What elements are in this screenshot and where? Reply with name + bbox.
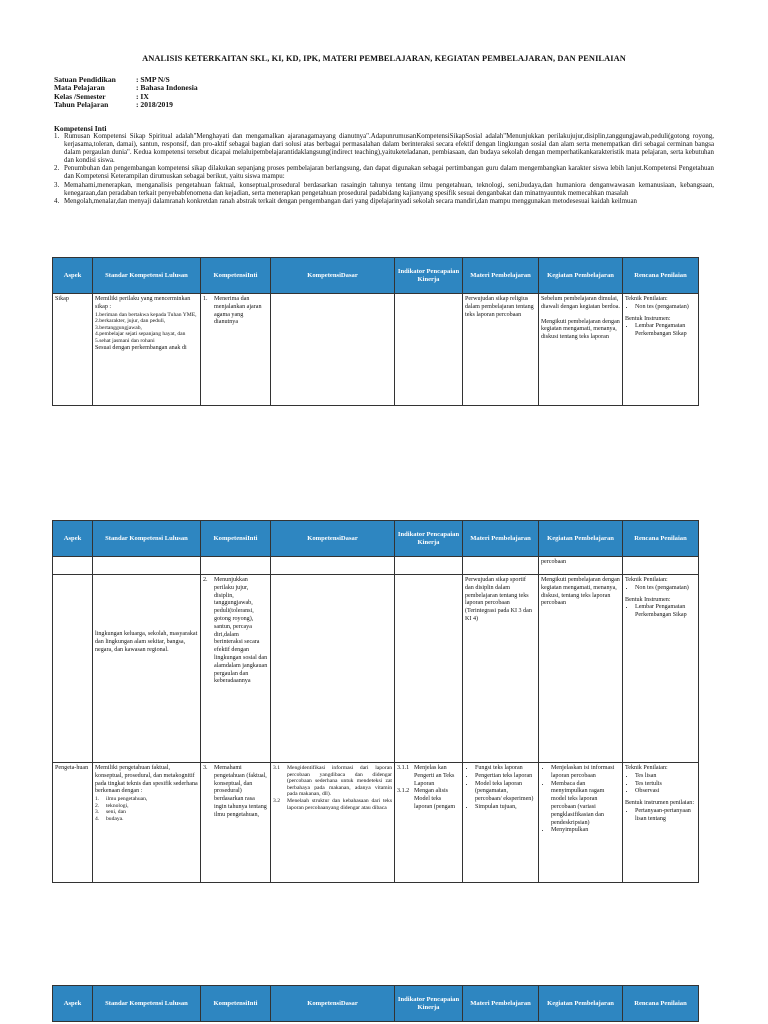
table-header-row bbox=[53, 521, 699, 557]
kegiatan-item: • Menyimpulkan bbox=[551, 827, 620, 835]
kegiatan-text: Mengikuti pembelajaran dengan kegiatan mengamati, menanya, diskusi tentang teks laporan bbox=[541, 318, 620, 341]
materi-cell: Perwujudan sikap religius dalam pembelajaran tentang teks laporan percobaan bbox=[463, 294, 539, 406]
kegiatan-cell: percobaan bbox=[539, 557, 623, 575]
ipk-number: 3.1.2 bbox=[397, 788, 410, 795]
skl-item: seni, dan bbox=[106, 809, 126, 816]
skl-cell bbox=[93, 575, 201, 763]
kegiatan-cell bbox=[539, 294, 623, 406]
empty-cell bbox=[623, 557, 699, 575]
ki-heading: Kompetensi Inti bbox=[54, 124, 107, 133]
col-header: Rencana Penilaian bbox=[623, 521, 699, 557]
col-header: KompetensiInti bbox=[201, 521, 271, 557]
col-header: Standar Kompetensi Lulusan bbox=[93, 258, 201, 294]
meta-value: : SMP N/S bbox=[136, 75, 170, 84]
skl-number: 1. bbox=[95, 796, 100, 803]
empty-cell bbox=[201, 557, 271, 575]
col-header: Materi Pembelajaran bbox=[463, 258, 539, 294]
materi-item: • Fungsi teks laporan bbox=[475, 765, 536, 773]
ki-item bbox=[54, 198, 714, 206]
col-header: Rencana Penilaian bbox=[623, 986, 699, 1022]
penilaian-item: • Pertanyaan-pertanyaan lisan tentang bbox=[635, 808, 696, 824]
ki-text: Memahami,menerapkan, menganalisis pengetahuan faktual, konseptual,prosedural berdasarkan rasaingin tahunya tentang ilmu pengetahuan, teknologi, seni,budaya,dan humaniora denganwawasan kemanusiaan, kebangsaan, kenegaraan,dan peradaban terkait penyebabfenomena dan kejadian, serta menerapkan pengetahuan prosedural padabidang kajianyang spesifik sesuai denganbakat dan minatnyauntuk memecahkan masalah bbox=[64, 181, 714, 197]
ki-text: Mengolah,menalar,dan menyaji dalamranah konkretdan ranah abstrak terkait dengan pengembangan dari yang dipelajarinyadi sekolah secara mandiri,dan mampu menggunakan metodesesuai kaidah keilmuan bbox=[64, 197, 637, 205]
skl-item: budaya. bbox=[106, 815, 124, 822]
ki-cell bbox=[201, 294, 271, 406]
meta-label: Tahun Pelajaran bbox=[54, 100, 109, 110]
skl-number: 3. bbox=[95, 809, 100, 816]
skl-item: 2.berkarakter, jujur, dan peduli, bbox=[95, 318, 166, 325]
materi-cell: Perwujudan sikap sportif dan disiplin dalam pembelajaran tentang teks laporan percobaan (Terintegrasi pada KI 3 dan KI 4) bbox=[463, 575, 539, 763]
skl-item: 5.sehat jasmani dan rohani bbox=[95, 337, 155, 344]
table-header-row bbox=[53, 258, 699, 294]
col-header: Aspek bbox=[53, 258, 93, 294]
empty-cell bbox=[93, 557, 201, 575]
ki-text: Menunjukkan perilaku jujur, disiplin, tanggungjawab, peduli(toleransi, gotong royong), santun, percaya diri,dalam berinteraksi secara efektif dengan lingkungan sosial dan alamdalam jangkauan pergaulan dan keberadaannya bbox=[214, 577, 268, 685]
table-header-row bbox=[53, 986, 699, 1022]
ipk-cell bbox=[395, 294, 463, 406]
ki-cell bbox=[201, 763, 271, 883]
skl-intro: Memiliki pengetahuan faktual, konseptual, prosedural, dan metakognitif pada tingkat teknis dan spesifik sederhana berkenaan dengan : bbox=[95, 765, 198, 795]
table-row bbox=[53, 557, 699, 575]
table-row bbox=[53, 763, 699, 883]
ki-text: Rumusan Kompetensi Sikap Spiritual adalah"Menghayati dan mengamalkan ajaranagamayang dianutnya".AdapunrumusanKompetensiSikapSosial adalah"Menunjukkan perilakujujur,disiplin,tanggungjawab,peduli(gotong royong, kerjasama,toleran, damai), santun, responsif, dan pro-aktif sebagai bagian dari solusi atas berbagai permasalahan dalam berinteraksi secara efektif dengan lingkungan sosial dan alam serta menempatkan diri sebagai cerminan bangsa dalam pergaulan dunia". Kedua kompetensi tersebut dicapai melaluipembelajarantidaklangsung(indirect teaching),yaituketeladanan, pembiasaan, dan budaya sekolah dengan memperhatikankarakteristik mata pelajaran, serta kebutuhan dan kondisi siswa. bbox=[64, 133, 714, 165]
ki-number: 3. bbox=[54, 181, 60, 189]
ipk-text: Menjelas kan Pengerti an Teks Laporan bbox=[414, 765, 455, 787]
penilaian-item: • Non tes (pengamatan) bbox=[635, 304, 696, 312]
identity-block bbox=[54, 76, 198, 110]
ki-item bbox=[54, 133, 714, 165]
table-row bbox=[53, 575, 699, 763]
col-header: Standar Kompetensi Lulusan bbox=[93, 521, 201, 557]
ki-text: Penumbuhan dan pengembangan kompetensi sikap dilakukan sepanjang proses pembelajaran berlangsung, dan dapat digunakan sebagai pertimbangan guru dalam mengembangkan karakter siswa lebih lanjut.Kompetensi Pengetahuan dan Kompetensi Keterampilan dirumuskan sebagai berikut, yaitu siswa mampu: bbox=[64, 165, 714, 181]
penilaian-cell bbox=[623, 763, 699, 883]
analysis-table-3 bbox=[52, 985, 699, 1022]
kegiatan-cell: Mengikuti pembelajaran dengan kegiatan mengamati, menanya, diskusi, tentang teks laporan percobaan bbox=[539, 575, 623, 763]
ki-number: 4. bbox=[54, 197, 60, 205]
penilaian-item: • Tes tertulis bbox=[635, 781, 696, 789]
meta-value: : 2018/2019 bbox=[136, 100, 173, 110]
meta-label: Satuan Pendidikan bbox=[54, 75, 116, 84]
kegiatan-item: • Menjelaskan isi informasi laporan percobaan bbox=[551, 765, 620, 781]
skl-item: ilmu pengetahuan, bbox=[106, 796, 148, 803]
penilaian-item: • Lembar Pengamatan Perkembangan Sikap bbox=[635, 604, 696, 620]
analysis-table-2 bbox=[52, 520, 699, 883]
col-header: Standar Kompetensi Lulusan bbox=[93, 986, 201, 1022]
skl-item: teknologi, bbox=[106, 802, 129, 809]
penilaian-item: • Lembar Pengamatan Perkembangan Sikap bbox=[635, 323, 696, 339]
ipk-text: Mengan alisis Model teks laporan (pengam bbox=[414, 788, 456, 810]
aspek-cell: Pengeta-huan bbox=[53, 763, 93, 883]
skl-item: 1.beriman dan bertakwa kepada Tuhan YME, bbox=[95, 311, 197, 318]
meta-value: : Bahasa Indonesia bbox=[136, 83, 198, 93]
ipk-cell bbox=[395, 763, 463, 883]
ki-number: 2. bbox=[203, 577, 208, 583]
table-row bbox=[53, 294, 699, 406]
ki-cell bbox=[201, 575, 271, 763]
skl-number: 4. bbox=[95, 815, 100, 822]
ki-list bbox=[54, 133, 714, 206]
col-header: Rencana Penilaian bbox=[623, 258, 699, 294]
skl-tail: Sesuai dengan perkembangan anak di bbox=[95, 344, 187, 351]
kegiatan-item: • Membaca dan menyimpulkan ragam model teks laporan percobaan (variasi pengklasifikasian dan pendeskripsian) bbox=[551, 781, 620, 828]
skl-item: 4.pembelajar sejati sepanjang hayat, dan bbox=[95, 331, 186, 338]
materi-item: • Model teks laporan (pengamatan, percobaan/ eksperimen) bbox=[475, 781, 536, 804]
col-header: KompetensiDasar bbox=[271, 521, 395, 557]
skl-item: 3.bertanggungjawab, bbox=[95, 324, 142, 331]
empty-cell bbox=[271, 557, 395, 575]
meta-value: : IX bbox=[136, 91, 149, 101]
analysis-table-1 bbox=[52, 257, 699, 406]
ki-number: 2. bbox=[54, 165, 60, 173]
skl-cell bbox=[93, 294, 201, 406]
col-header: Materi Pembelajaran bbox=[463, 521, 539, 557]
kd-cell bbox=[271, 294, 395, 406]
kd-number: 3.2 bbox=[273, 797, 280, 804]
col-header: Aspek bbox=[53, 986, 93, 1022]
skl-intro: Memiliki perilaku yang mencerminkan sikap : bbox=[95, 296, 191, 310]
penilaian-cell bbox=[623, 575, 699, 763]
col-header: Materi Pembelajaran bbox=[463, 986, 539, 1022]
ki-number: 3. bbox=[203, 765, 208, 771]
penilaian-heading: Teknik Penilaian: bbox=[625, 765, 668, 771]
skl-text: lingkungan keluarga, sekolah, masyarakat dan lingkungan alam sekitar, bangsa, negara, dan kawasan regional. bbox=[95, 631, 198, 653]
penilaian-heading: Bentuk instrumen penilaian: bbox=[625, 800, 695, 807]
meta-label: Mata Pelajaran bbox=[54, 83, 105, 93]
penilaian-heading: Teknik Penilaian: bbox=[625, 296, 668, 302]
ki-number: 1. bbox=[203, 296, 208, 302]
materi-item: • Pengertian teks laporan bbox=[475, 773, 536, 781]
col-header: KompetensiInti bbox=[201, 986, 271, 1022]
empty-cell bbox=[395, 557, 463, 575]
ki-text: Memahami pengetahuan (faktual, konseptual, dan prosedural) berdasarkan rasa ingin tahunya tentang ilmu pengetahuan, bbox=[214, 765, 267, 818]
aspek-cell: Sikap bbox=[53, 294, 93, 406]
empty-cell bbox=[463, 557, 539, 575]
kd-number: 3.1 bbox=[273, 765, 280, 771]
skl-cell bbox=[93, 763, 201, 883]
col-header: Aspek bbox=[53, 521, 93, 557]
col-header: Kegiatan Pembelajaran bbox=[539, 258, 623, 294]
kegiatan-text: Sebelum pembelajaran dimulai, diawali dengan kegiatan berdoa. bbox=[541, 296, 620, 310]
skl-number: 2. bbox=[95, 802, 100, 809]
penilaian-item: • Non tes (pengamatan) bbox=[635, 585, 696, 593]
col-header: KompetensiDasar bbox=[271, 258, 395, 294]
penilaian-cell bbox=[623, 294, 699, 406]
empty-cell bbox=[53, 557, 93, 575]
ki-text: Menerima dan menjalankan ajaran agama yang dianutnya bbox=[214, 296, 262, 326]
ki-number: 1. bbox=[54, 133, 60, 140]
ipk-number: 3.1.1 bbox=[397, 765, 410, 771]
ki-item bbox=[54, 165, 714, 181]
col-header: Indikator Pencapaian Kinerja bbox=[395, 258, 463, 294]
ki-item bbox=[54, 182, 714, 198]
col-header: KompetensiDasar bbox=[271, 986, 395, 1022]
col-header: Kegiatan Pembelajaran bbox=[539, 521, 623, 557]
materi-item: • Simpulan tujuan, bbox=[475, 804, 536, 812]
kd-cell bbox=[271, 575, 395, 763]
col-header: KompetensiInti bbox=[201, 258, 271, 294]
empty-cell bbox=[53, 575, 93, 763]
kd-cell bbox=[271, 763, 395, 883]
ipk-cell bbox=[395, 575, 463, 763]
penilaian-heading: Bentuk Instrumen: bbox=[625, 596, 671, 603]
penilaian-heading: Teknik Penilaian: bbox=[625, 577, 668, 583]
document-title: ANALISIS KETERKAITAN SKL, KI, KD, IPK, MATERI PEMBELAJARAN, KEGIATAN PEMBELAJARAN, DAN PENILAIAN bbox=[142, 54, 626, 63]
kegiatan-cell bbox=[539, 763, 623, 883]
meta-label: Kelas /Semester bbox=[54, 91, 106, 101]
penilaian-item: • Observasi bbox=[635, 788, 696, 796]
penilaian-heading: Bentuk Instrumen: bbox=[625, 315, 671, 322]
col-header: Kegiatan Pembelajaran bbox=[539, 986, 623, 1022]
kd-text: Mengidentifikasi informasi dari laporan percobaan yangdibaca dan didengar (percobaan sederhana untuk mendeteksi zat berbahaya pada makanan, adanya vitamin pada makanan, dll). bbox=[287, 765, 392, 798]
materi-cell bbox=[463, 763, 539, 883]
col-header: Indikator Pencapaian Kinerja bbox=[395, 521, 463, 557]
col-header: Indikator Pencapaian Kinerja bbox=[395, 986, 463, 1022]
penilaian-item: • Tes lisan bbox=[635, 773, 696, 781]
kd-text: Menelaah struktur dan kebahasaan dari teks laporan percobaanyang didengar atau dibaca bbox=[287, 797, 392, 811]
